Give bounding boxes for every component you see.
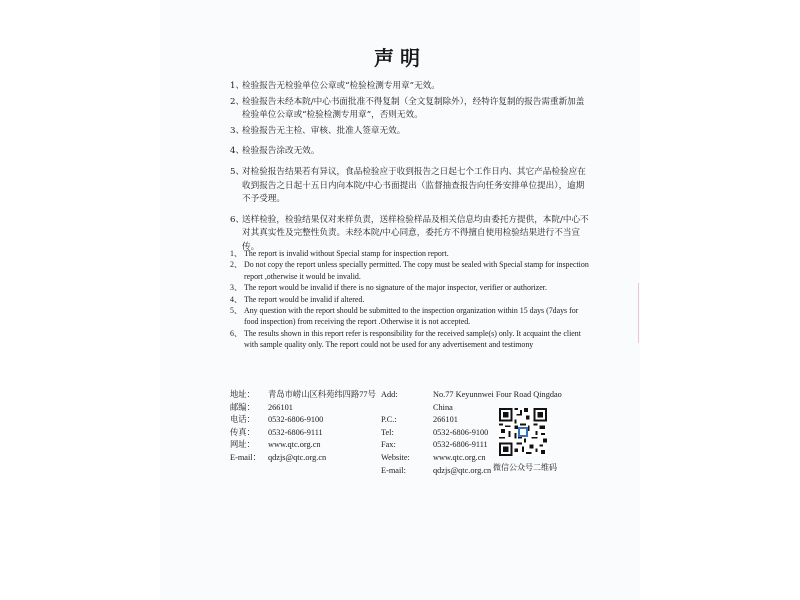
- cn-item-number: 1、: [230, 81, 245, 91]
- en-item: [230, 259, 590, 282]
- address-value: 青岛市崂山区科苑纬四路77号: [268, 390, 376, 399]
- en-item-text: Do not copy the report unless specially permitted. The copy must be sealed with Special stamp for inspection report ,otherwise it would be invalid.: [244, 260, 589, 281]
- email-label: E-mail:: [381, 465, 406, 475]
- cn-item: [230, 166, 590, 207]
- contact-row: [230, 439, 390, 452]
- en-item-text: The report would be invalid if there is no signature of the major inspector, verifier or authorizer.: [244, 283, 547, 293]
- postcode-value: 266101: [433, 415, 458, 425]
- website-value: www.qtc.org.cn: [268, 440, 321, 450]
- website-label: Website:: [381, 452, 410, 462]
- website-label: 网址：: [230, 440, 255, 450]
- email-value: qdzjs@qtc.org.cn: [433, 465, 492, 475]
- cn-item-text: 送样检验，检验结果仅对来样负责，送样检验样品及相关信息均由委托方提供，本院/中心不对其真实性及完整性负责。未经本院/中心同意，委托方不得擅自使用检验结果进行不当宣传。: [242, 214, 589, 252]
- wechat-qr-code: [499, 408, 547, 456]
- fax-value: 0532-6806-9111: [433, 440, 488, 450]
- cn-item-text: 检验报告未经本院/中心书面批准不得复制（全文复制除外），经特许复制的报告需重新加盖检验单位公章或“检验检测专用章”，否则无效。: [242, 96, 585, 121]
- address-value: No.77 Keyunnwei Four Road Qingdao China: [433, 390, 562, 412]
- en-item-text: Any question with the report should be submitted to the inspection organization within 15 days (7days for food inspection) from receiving the report .Otherwise it is not accepted.: [244, 306, 579, 327]
- cn-item-text: 检验报告涂改无效。: [242, 146, 320, 157]
- fax-value: 0532-6806-9111: [268, 427, 323, 437]
- cn-item-text: 检验报告无检验单位公章或“检验检测专用章”无效。: [242, 81, 440, 91]
- postcode-label: 邮编：: [230, 402, 255, 412]
- statement-page: [160, 0, 640, 600]
- cn-item-number: 2、: [230, 96, 245, 107]
- margin-mark: [634, 283, 639, 343]
- address-label: Add:: [381, 390, 398, 399]
- en-item-number: 6、: [230, 328, 242, 338]
- cn-item: [230, 96, 590, 123]
- postcode-value: 266101: [268, 402, 293, 412]
- en-item-number: 2、: [230, 260, 242, 270]
- email-value: qdzjs@qtc.org.cn: [268, 452, 327, 462]
- en-item-text: The report would be invalid if altered.: [244, 294, 365, 304]
- cn-item-text: 对检验报告结果若有异议，食品检验应于收到报告之日起七个工作日内、其它产品检验应在收到报告之日起十五日内向本院/中心书面提出（监督抽查报告向任务安排单位提出），逾期不予受理。: [242, 166, 586, 205]
- en-item: [230, 305, 590, 328]
- english-statement-list: [230, 248, 590, 351]
- en-item-number: 4、: [230, 294, 242, 304]
- contact-row: [381, 414, 581, 427]
- en-item: [230, 248, 590, 259]
- cn-item: [230, 145, 590, 159]
- cn-item-number: 4、: [230, 146, 245, 157]
- contact-row: [381, 389, 581, 414]
- phone-value: 0532-6806-9100: [433, 427, 489, 437]
- en-item-text: The results shown in this report refer is responsibility for the received sample(s) only. It acquaint the client with sample quality only. The report could not be used for any advertisement and testimony: [244, 328, 581, 350]
- cn-item-number: 6、: [230, 214, 245, 225]
- contact-row: [230, 402, 390, 415]
- qr-caption: 微信公众号二维码: [493, 463, 557, 472]
- cn-item: [230, 80, 590, 94]
- cn-item-number: 5、: [230, 166, 245, 177]
- en-item: [230, 328, 590, 351]
- fax-label: Fax:: [381, 440, 396, 450]
- en-item-number: 3、: [230, 283, 242, 293]
- website-value: www.qtc.org.cn: [433, 452, 486, 462]
- chinese-statement-list: [230, 80, 590, 257]
- contact-row: [381, 427, 581, 440]
- phone-label: Tel:: [381, 427, 394, 437]
- address-label: 地址：: [230, 390, 255, 399]
- postcode-label: P.C.:: [381, 415, 397, 425]
- cn-item-text: 检验报告无主检、审核、批准人签章无效。: [242, 125, 406, 136]
- contact-row: [230, 414, 390, 427]
- en-item-number: 1、: [230, 249, 242, 258]
- contact-row: [230, 389, 390, 402]
- cn-item-number: 3、: [230, 125, 245, 136]
- en-item: [230, 294, 590, 305]
- phone-label: 电话：: [230, 415, 255, 425]
- contact-row: [381, 439, 581, 452]
- cn-item: [230, 125, 590, 139]
- contact-row: [230, 452, 390, 465]
- phone-value: 0532-6806-9100: [268, 415, 324, 425]
- page-title: 声明: [374, 46, 426, 70]
- en-item-number: 5、: [230, 306, 242, 316]
- contact-chinese: [230, 389, 390, 465]
- email-label: E-mail：: [230, 452, 261, 462]
- contact-row: [230, 427, 390, 440]
- en-item-text: The report is invalid without Special stamp for inspection report.: [244, 249, 449, 258]
- en-item: [230, 282, 590, 293]
- fax-label: 传真：: [230, 427, 255, 437]
